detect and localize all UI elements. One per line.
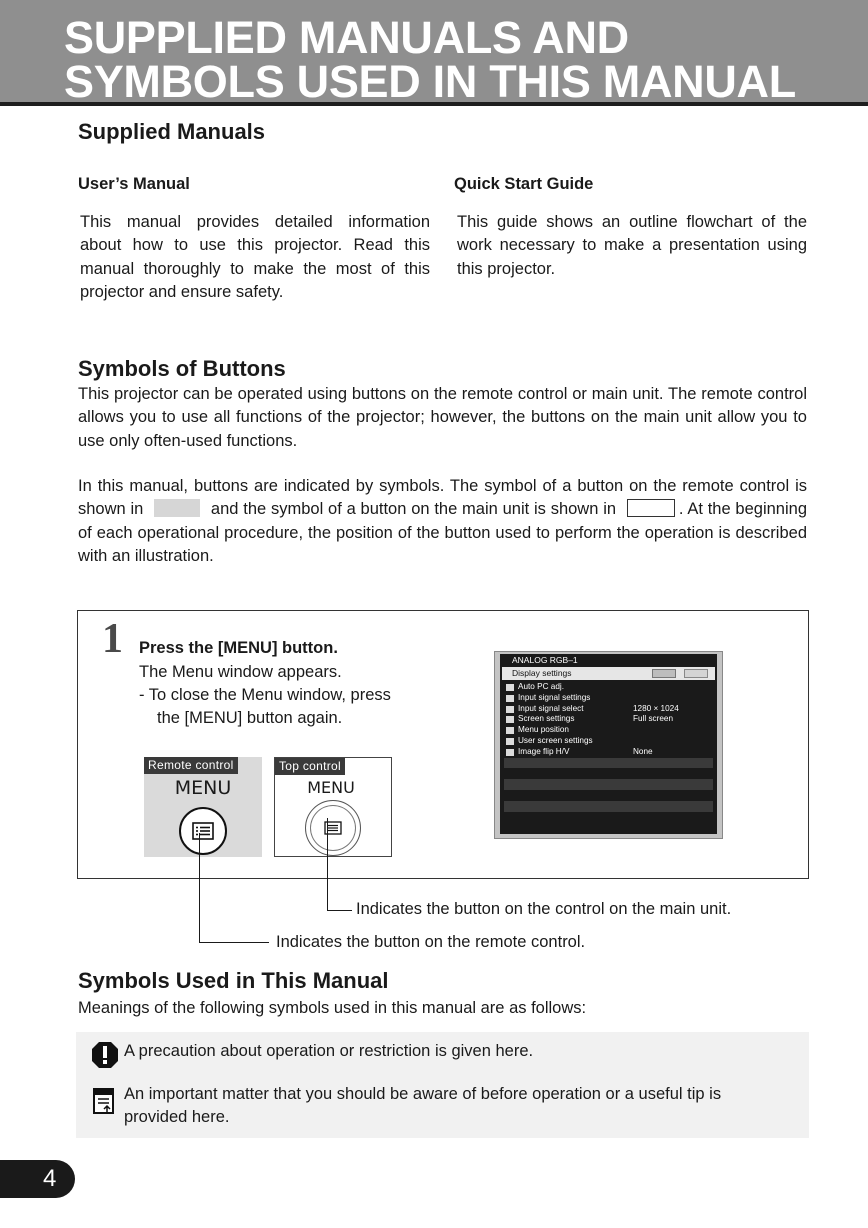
menu-tab-icon-3: [684, 669, 708, 678]
menu-row: User screen settings: [504, 736, 713, 747]
menu-row-empty: [504, 768, 713, 779]
buttons-intro-paragraph: This projector can be operated using buttons on the remote control or main unit. The remote control allows you to use all functions of the projector; however, the buttons on the main unit allow you to use only often-used functions.: [78, 385, 807, 450]
step-number: 1: [102, 616, 123, 662]
menu-tab-display-settings: Display settings: [512, 668, 572, 678]
menu-item-icon: [506, 684, 514, 691]
page-title: [64, 12, 796, 107]
remote-menu-button: [179, 807, 227, 855]
buttons-symbols-text-d: At the beginning of each operational procedure, the position of the button used to perform the operation is described with an illustration.: [78, 500, 807, 565]
remote-leader-vertical: [199, 833, 200, 943]
menu-item-icon: [506, 727, 514, 734]
page-title-line2: SYMBOLS USED IN THIS MANUAL: [64, 56, 796, 107]
note-description-line1: An important matter that you should be aware of before operation or a useful tip is: [124, 1085, 722, 1103]
page-title-line1: SUPPLIED MANUALS AND: [64, 12, 629, 63]
main-menu-button: [305, 800, 361, 856]
menu-list-icon: [192, 822, 214, 840]
top-control-tag: Top control: [275, 758, 345, 775]
menu-row-empty: [504, 758, 713, 769]
remote-menu-label: MENU: [174, 777, 232, 799]
caution-icon: [92, 1042, 118, 1073]
memo-note-icon: [93, 1086, 115, 1119]
remote-control-tag: Remote control: [144, 757, 238, 774]
menu-item-icon: [506, 716, 514, 723]
step-illustration-box: [77, 610, 809, 879]
main-unit-button-symbol-swatch: [627, 499, 675, 517]
step-line-1: The Menu window appears.: [139, 663, 342, 681]
step-line-2: - To close the Menu window, press: [139, 686, 391, 704]
menu-row: Input signal select 1280 × 1024: [504, 704, 713, 715]
quick-start-guide-description: This guide shows an outline flowchart of the work necessary to make a presentation using this projector.: [457, 213, 807, 278]
symbols-used-heading: Symbols Used in This Manual: [78, 968, 389, 993]
main-unit-callout: Indicates the button on the control on the main unit.: [356, 900, 732, 918]
caution-description: A precaution about operation or restriction is given here.: [124, 1042, 534, 1060]
buttons-symbols-text-c: .: [678, 500, 684, 519]
quick-start-guide-title: Quick Start Guide: [454, 175, 594, 193]
buttons-symbols-paragraph: [78, 475, 807, 568]
buttons-symbols-text-a: In this manual, buttons are indicated by symbols. The symbol of a button on the remote control is shown in: [78, 477, 807, 519]
remote-leader-horizontal: [199, 942, 269, 943]
symbols-of-buttons-heading: Symbols of Buttons: [78, 356, 286, 381]
main-menu-label: MENU: [307, 778, 355, 797]
buttons-symbols-text-b: and the symbol of a button on the main unit is shown in: [210, 500, 617, 519]
main-unit-leader-vertical: [327, 818, 328, 911]
remote-control-button-illustration: [144, 757, 262, 857]
symbols-legend-panel: [76, 1032, 809, 1138]
note-description-line2: provided here.: [124, 1108, 230, 1126]
page-header: [0, 0, 868, 106]
users-manual-description: This manual provides detailed information about how to use this projector. Read this manual thoroughly to make the most of this projector and ensure safety.: [80, 213, 430, 301]
users-manual-title: User’s Manual: [78, 175, 190, 193]
remote-button-symbol-swatch: [154, 499, 200, 517]
menu-row-empty: [504, 801, 713, 812]
symbols-used-intro: Meanings of the following symbols used in this manual are as follows:: [78, 999, 587, 1017]
main-unit-leader-horizontal: [327, 910, 352, 911]
menu-tab-icon-2: [652, 669, 676, 678]
page-number: 4: [0, 1160, 75, 1198]
menu-row: Screen settings Full screen: [504, 714, 713, 725]
menu-item-icon: [506, 695, 514, 702]
menu-tab-bar: [502, 667, 715, 680]
supplied-manuals-heading: Supplied Manuals: [78, 119, 266, 144]
menu-row-empty: [504, 812, 713, 823]
menu-window-title: ANALOG RGB‒1: [512, 655, 578, 665]
menu-row: Menu position: [504, 725, 713, 736]
step-title: Press the [MENU] button.: [139, 639, 338, 657]
menu-row-empty: [504, 790, 713, 801]
menu-row-empty: [504, 779, 713, 790]
menu-window-screenshot: [494, 651, 723, 839]
menu-row: Image flip H/V None: [504, 747, 713, 758]
menu-row: Auto PC adj.: [504, 682, 713, 693]
menu-item-icon: [506, 738, 514, 745]
menu-item-icon: [506, 706, 514, 713]
main-unit-button-illustration: [274, 757, 392, 857]
menu-item-icon: [506, 749, 514, 756]
remote-callout: Indicates the button on the remote control.: [276, 933, 586, 951]
step-line-3: the [MENU] button again.: [157, 709, 343, 727]
menu-row: Input signal settings: [504, 693, 713, 704]
